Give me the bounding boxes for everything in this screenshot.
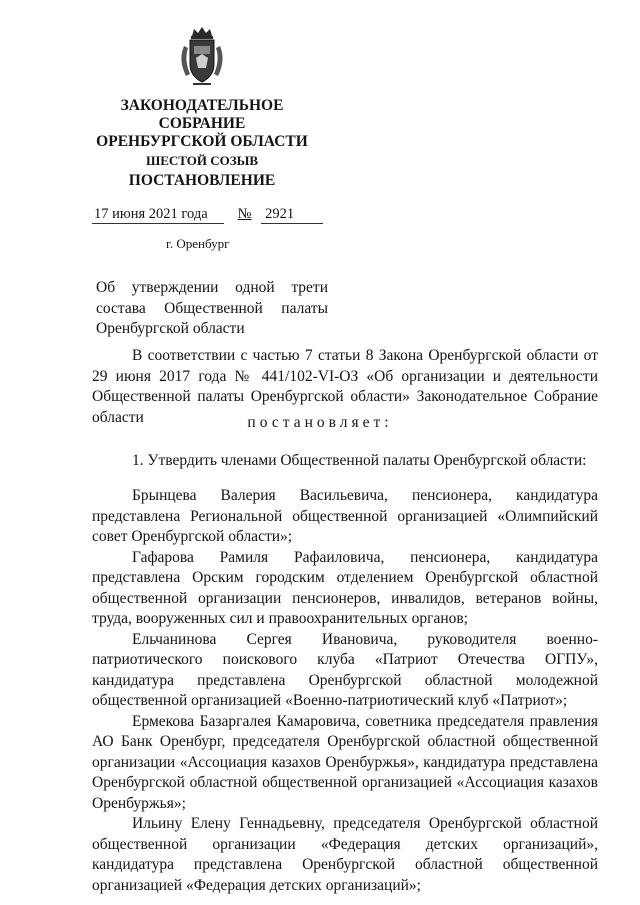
- document-number: 2921: [261, 206, 323, 224]
- coat-of-arms-icon: [176, 26, 228, 88]
- document-type: ПОСТАНОВЛЕНИЕ: [128, 172, 276, 189]
- organization-name: ЗАКОНОДАТЕЛЬНОЕ СОБРАНИЕ ОРЕНБУРГСКОЙ ОБЛАСТИ: [96, 97, 308, 150]
- item-1: 1. Утвердить членами Общественной палаты Оренбургской области:: [132, 452, 587, 469]
- member-paragraph: Ильину Елену Геннадьевну, председателя Оренбургской областной общественной организации «Федерация детских организаций», кандидатура представлена Оренбургской областной общественной организацией «Федерация детских организаций»;: [92, 815, 598, 894]
- member-paragraph: Гафарова Рамиля Рафаиловича, пенсионера, кандидатура представлена Орским городским отделением Оренбургской областной общественной организации пенсионеров, инвалидов, ветеранов войны, труда, вооруженных сил и правоохранительных органов;: [92, 548, 598, 627]
- member-paragraph: Ельчанинова Сергея Ивановича, руководителя военно-патриотического поискового клуба «Патриот Отечества ОГПУ», кандидатура представлена Оренбургской областной молодежной общественной организацией «Военно-патриотический клуб «Патриот»;: [92, 630, 598, 709]
- member-paragraph: Ермекова Базаргалея Камаровича, советника председателя правления АО Банк Оренбург, председателя Оренбургской областной общественной организации «Ассоциация казахов Оренбуржья», кандидатура представлена Оренбургской областной общественной организацией «Ассоциация казахов Оренбуржья»;: [92, 712, 598, 812]
- member-paragraph: Брынцева Валерия Васильевича, пенсионера, кандидатура представлена Региональной общественной организацией «Олимпийский совет Оренбургской области»;: [92, 487, 598, 545]
- date-number-line: [92, 206, 323, 224]
- members-list: [92, 486, 598, 896]
- intro-paragraph: В соответствии с частью 7 статьи 8 Закона Оренбургской области от 29 июня 2017 года № 441/102-VI-ОЗ «Об организации и деятельности Общественной палаты Оренбургской области» Законодательное Собрание области: [92, 347, 598, 426]
- city: г. Оренбург: [166, 236, 230, 251]
- resolves-heading: постановляет:: [247, 414, 393, 431]
- document-subject: Об утверждении одной трети состава Общественной палаты Оренбургской области: [96, 279, 328, 337]
- convocation: ШЕСТОЙ СОЗЫВ: [145, 153, 259, 168]
- number-sign: №: [237, 206, 252, 222]
- document-date: 17 июня 2021 года: [92, 206, 224, 224]
